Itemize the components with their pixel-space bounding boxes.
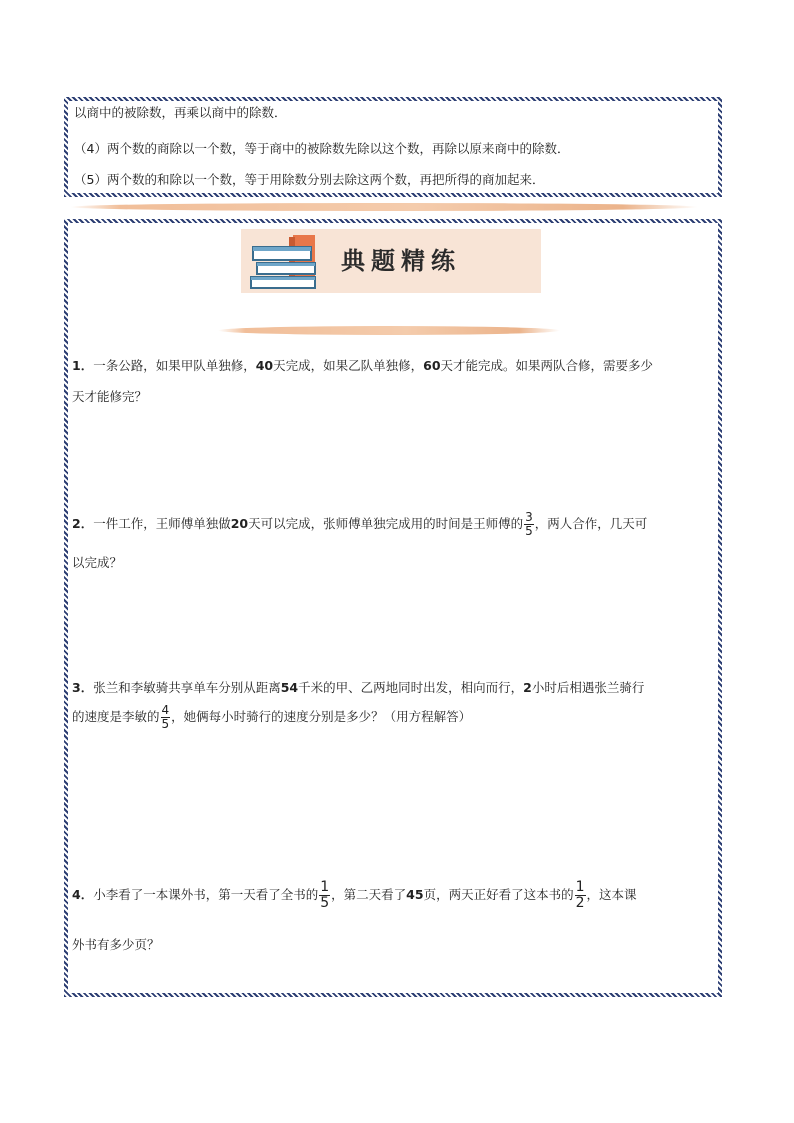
- question-number: 2．: [72, 516, 94, 531]
- section-banner: [241, 229, 541, 293]
- question-4-line-1: 4．小李看了一本课外书，第一天看了全书的 $\frac{1}{5}$ ，第二天看了45页，两天正好看了这本书的 $\frac{1}{2}$ ，这本课: [72, 879, 637, 911]
- intro-line-2: （4）两个数的商除以一个数，等于商中的被除数先除以这个数，再除以原来商中的除数．: [74, 141, 570, 156]
- question-2-line-1: 2．一件工作，王师傅单独做20天可以完成，张师傅单独完成用的时间是王师傅的 $\frac{3}{5}$ ，两人合作，几天可: [72, 510, 648, 538]
- brush-divider: [70, 203, 698, 211]
- fraction: $\frac{1}{5}$: [320, 879, 330, 911]
- question-2-line-2: 以完成？: [72, 555, 123, 570]
- fraction: $\frac{3}{5}$: [525, 510, 533, 538]
- intro-line-3: （5）两个数的和除以一个数，等于用除数分别去除这两个数，再把所得的商加起来．: [74, 172, 545, 187]
- books-icon: [247, 233, 333, 291]
- fraction: $\frac{4}{5}$: [161, 703, 170, 731]
- question-3-line-2: 的速度是李敏的 $\frac{4}{5}$ ，她俩每小时骑行的速度分别是多少？（用方程解答）: [72, 703, 472, 731]
- question-1-line-2: 天才能修完？: [72, 389, 148, 404]
- intro-line-1: 以商中的被除数，再乘以商中的除数．: [74, 105, 287, 120]
- question-1-line-1: 1．一条公路，如果甲队单独修，40天完成，如果乙队单独修，60天才能完成。如果两队合修，需要多少: [72, 358, 654, 373]
- question-number: 3．: [72, 680, 94, 695]
- question-number: 1．: [72, 358, 94, 373]
- brush-divider: [218, 326, 560, 335]
- intro-box: [64, 97, 722, 197]
- question-4-line-2: 外书有多少页？: [72, 937, 160, 952]
- question-3-line-1: 3．张兰和李敏骑共享单车分别从距离54千米的甲、乙两地同时出发，相向而行，2小时后相遇张兰骑行: [72, 680, 645, 695]
- section-title: 典题精练: [341, 246, 461, 275]
- fraction: $\frac{1}{2}$: [575, 879, 585, 911]
- question-number: 4．: [72, 887, 94, 902]
